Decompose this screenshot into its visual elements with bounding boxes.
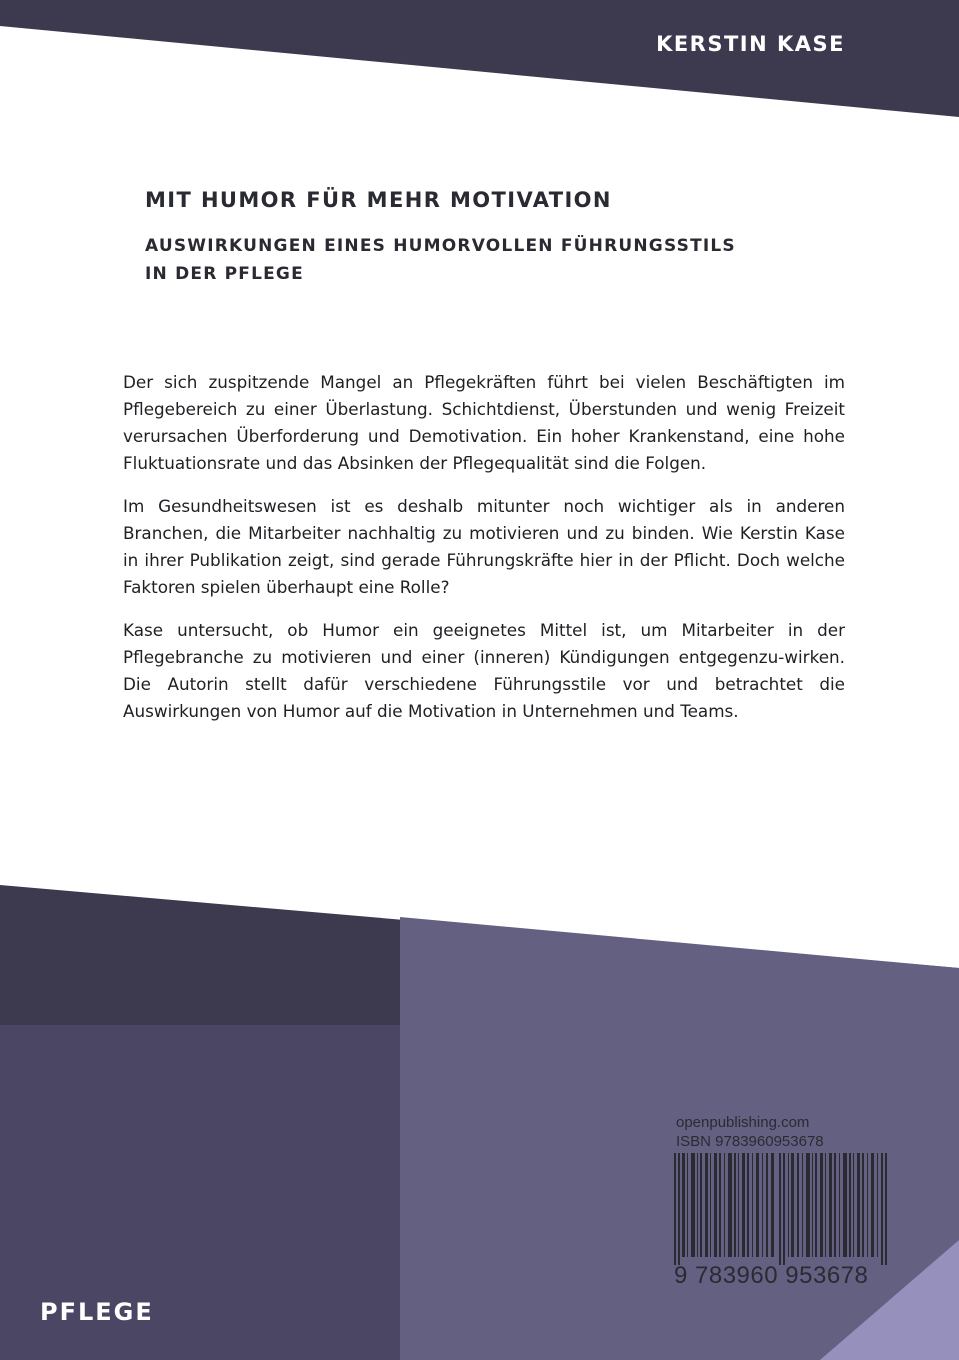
blurb-paragraph-2: Im Gesundheitswesen ist es deshalb mitunter noch wichtiger als in anderen Branchen, die Mitarbeiter nachhaltig zu motivieren und zu binden. Wie Kerstin Kase in ihrer Publikation zeigt, sind gerade Führungskräfte hier in der Pflicht. Doch welche Faktoren spielen überhaupt eine Rolle? (123, 496, 845, 597)
barcode-image (672, 1153, 896, 1265)
barcode-digits: 9 783960 953678 (674, 1262, 869, 1289)
subtitle-line-2: IN DER PFLEGE (145, 264, 304, 284)
top-dark-band (0, 0, 959, 117)
subtitle-line-1: AUSWIRKUNGEN EINES HUMORVOLLEN FÜHRUNGSSTILS (145, 236, 736, 256)
author-name: KERSTIN KASE (656, 32, 845, 56)
book-subtitle (145, 232, 736, 288)
isbn-label: ISBN 9783960953678 (676, 1133, 824, 1150)
blurb-paragraph-3: Kase untersucht, ob Humor ein geeignetes Mittel ist, um Mitarbeiter in der Pflegebranche zu motivieren und einer (inneren) Kündigungen entgegenzu-wirken. Die Autorin stellt dafür verschiedene Führungsstile vor und betrachtet die Auswirkungen von Humor auf die Motivation in Unternehmen und Teams. (123, 620, 845, 721)
blurb-paragraph-1: Der sich zuspitzende Mangel an Pflegekräften führt bei vielen Beschäftigten im Pflegebereich zu einer Überlastung. Schichtdienst, Überstunden und wenig Freizeit verursachen Überforderung und Demotivation. Ein hoher Krankenstand, eine hohe Fluktuationsrate und das Absinken der Pflegequalität sind die Folgen. (123, 372, 845, 473)
publisher-url: openpublishing.com (676, 1114, 810, 1131)
title-block (145, 188, 736, 288)
blurb-text (123, 369, 845, 741)
category-label: PFLEGE (40, 1298, 154, 1326)
book-title: MIT HUMOR FÜR MEHR MOTIVATION (145, 188, 612, 212)
